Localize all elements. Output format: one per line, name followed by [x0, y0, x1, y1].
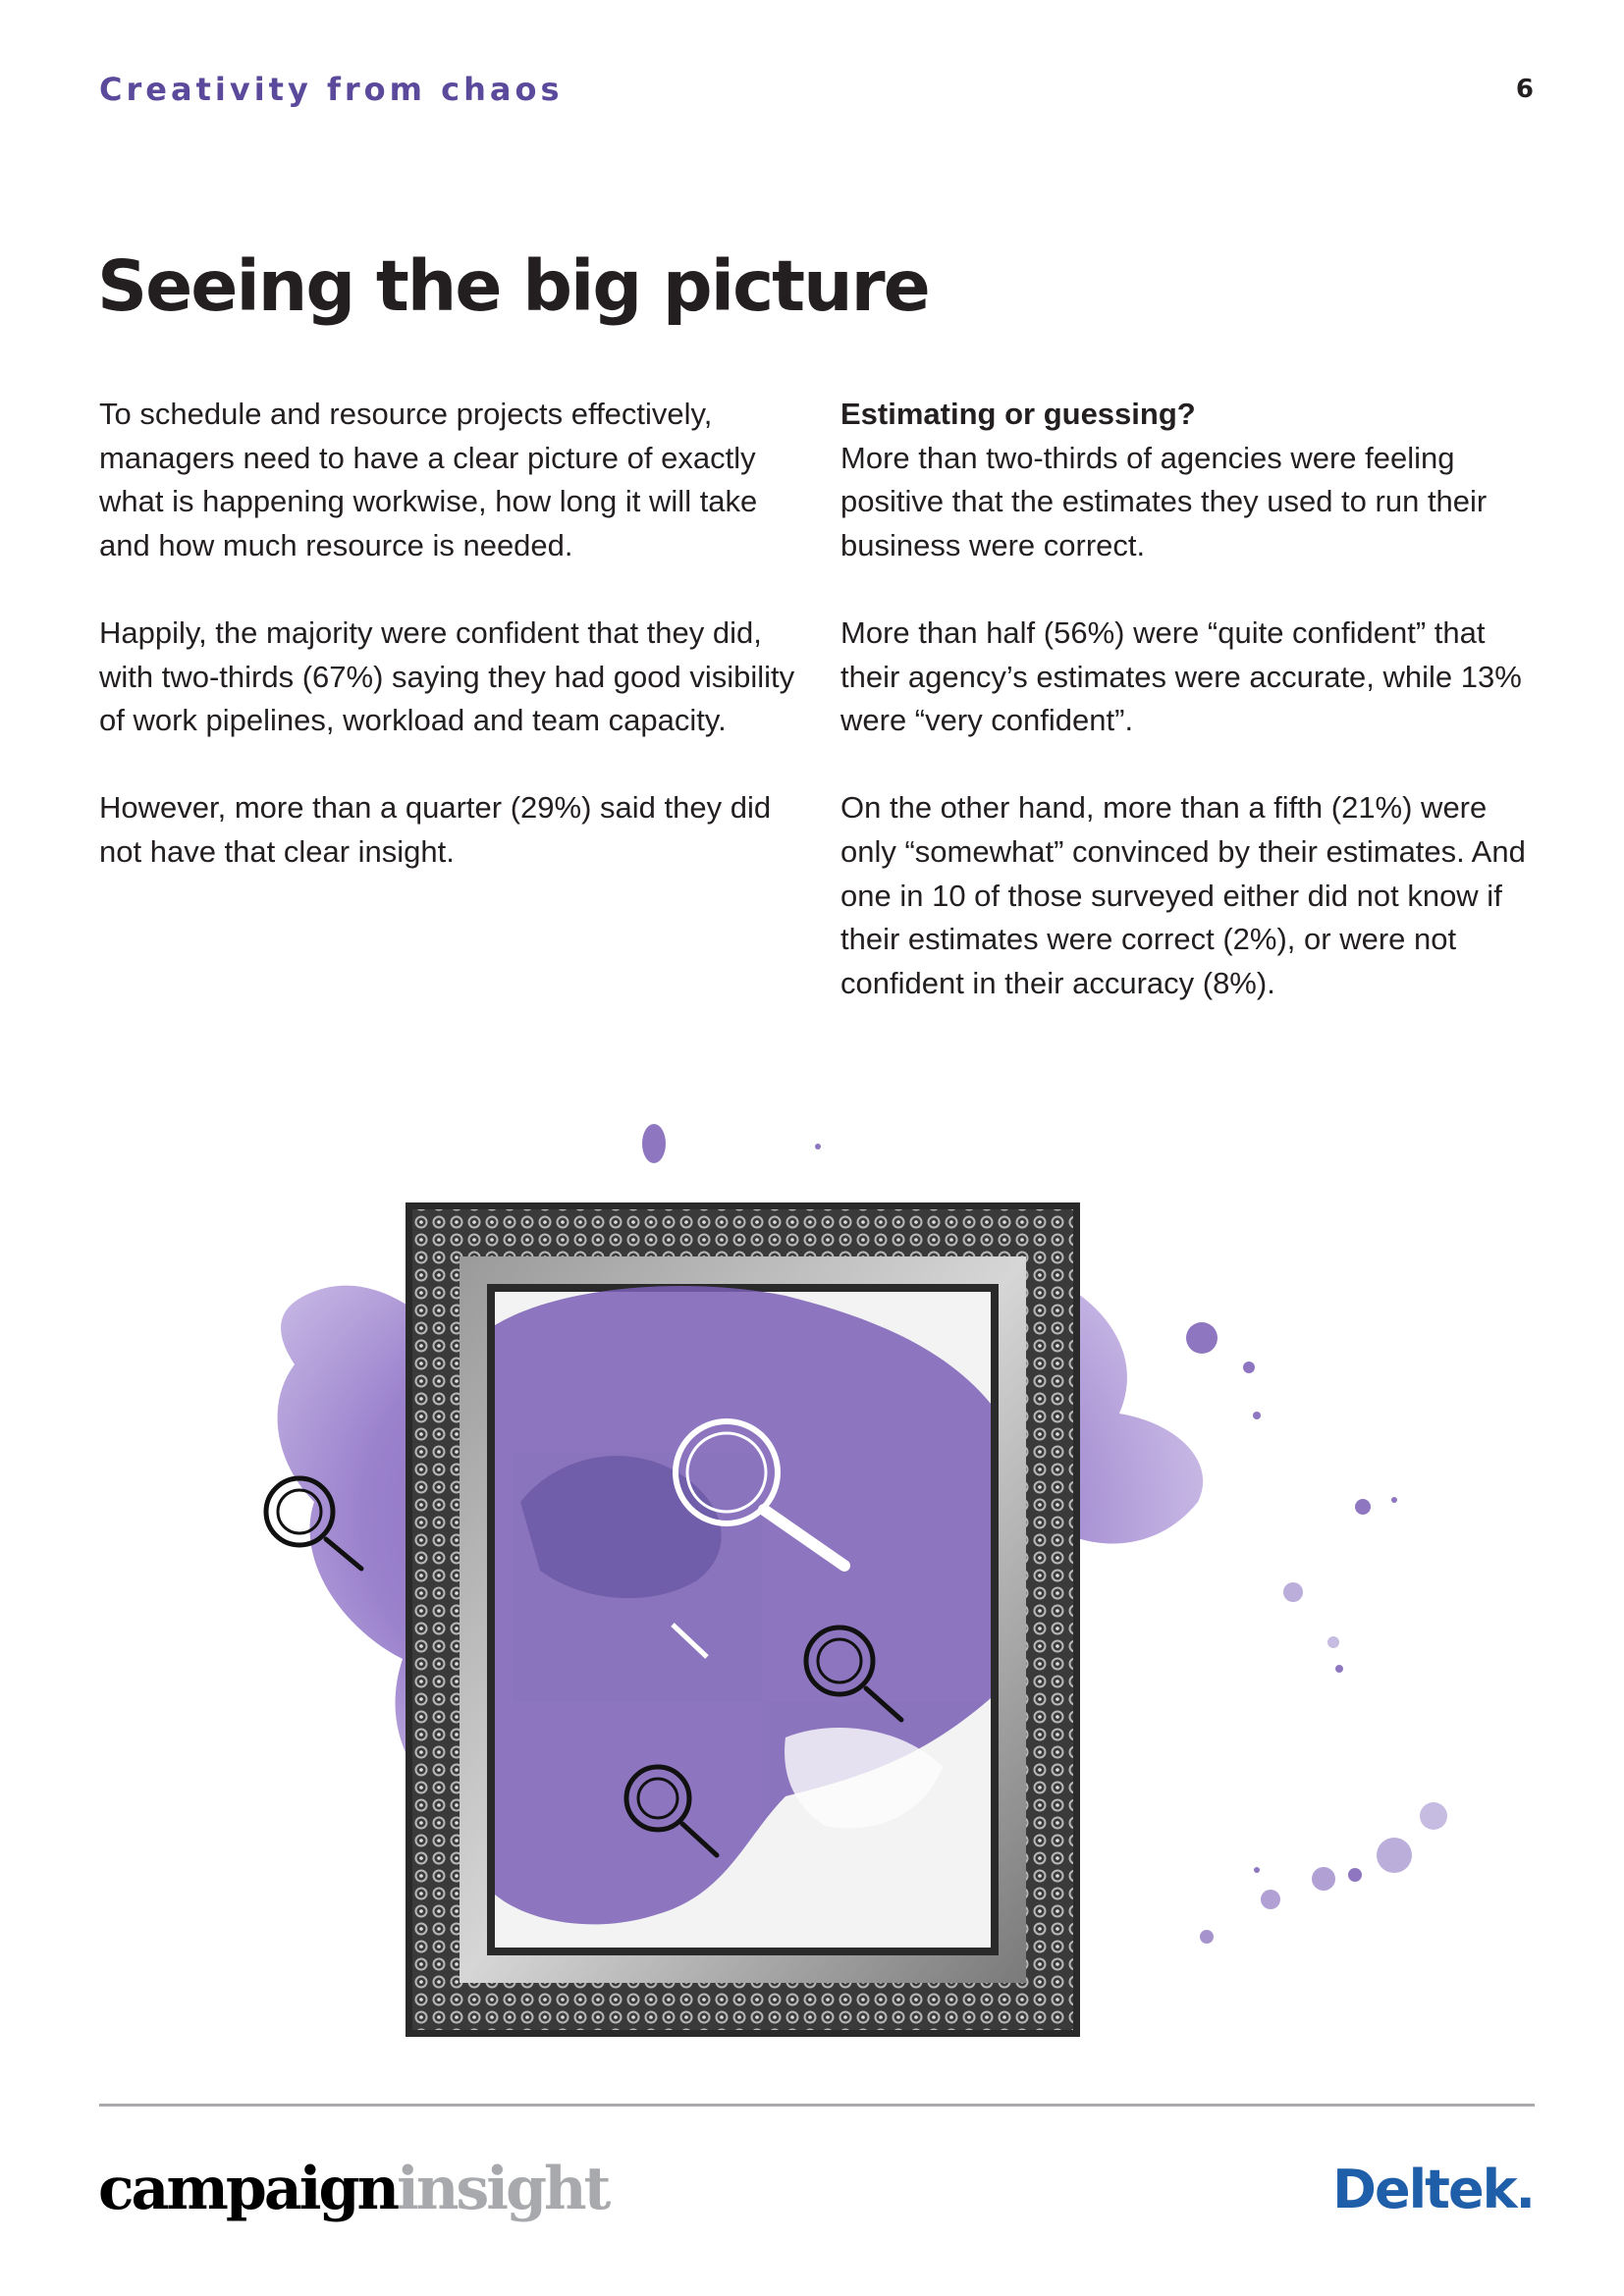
subsection-heading: Estimating or guessing?	[840, 397, 1196, 431]
paragraph: On the other hand, more than a fifth (21%) were only “somewhat” convinced by their estimates. And one in 10 of those surveyed either did not know if their estimates were correct (2%), or were not confident in their accuracy (8%).	[840, 790, 1526, 1000]
page-number: 6	[1515, 75, 1534, 104]
left-column	[99, 393, 806, 918]
paragraph: More than two-thirds of agencies were feeling positive that the estimates they used to run their business were correct.	[840, 440, 1488, 562]
running-header: Creativity from chaos	[99, 71, 564, 108]
paragraph: Happily, the majority were confident that they did, with two-thirds (67%) saying they had good visibility of work pipelines, workload and team capacity.	[99, 614, 795, 738]
subsection	[840, 393, 1547, 567]
logo-insight-text: insight	[397, 2155, 609, 2223]
deltek-logo: Deltek.	[1332, 2159, 1534, 2220]
paragraph: More than half (56%) were “quite confident” that their agency’s estimates were accurate, while 13% were “very confident”.	[840, 614, 1522, 738]
paragraph: To schedule and resource projects effectively, managers need to have a clear picture of exactly what is happening workwise, how long it will take and how much resource is needed.	[99, 397, 758, 562]
illustration	[236, 1090, 1473, 2061]
footer-divider	[99, 2104, 1535, 2107]
paragraph: However, more than a quarter (29%) said they did not have that clear insight.	[99, 790, 772, 869]
page-title: Seeing the big picture	[97, 245, 929, 327]
frame-illustration	[236, 1090, 1473, 2061]
logo-campaign-text: campaign	[98, 2155, 398, 2223]
right-column	[840, 393, 1547, 1049]
campaign-insight-logo	[98, 2150, 608, 2228]
